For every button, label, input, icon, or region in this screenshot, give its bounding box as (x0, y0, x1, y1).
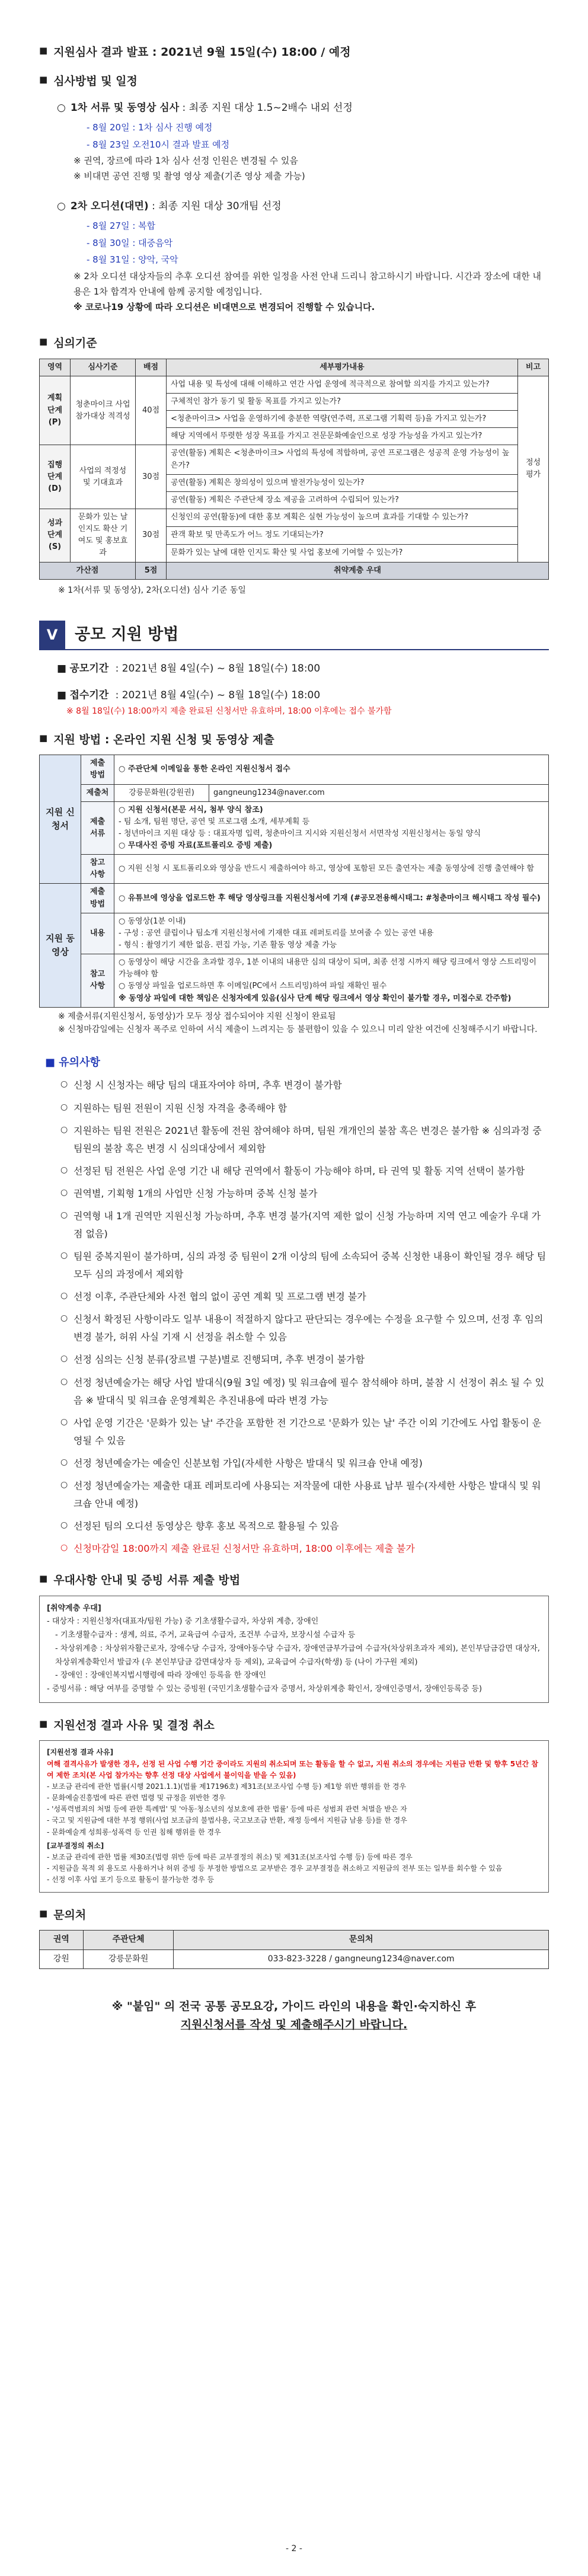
stage2-step: - 8월 31일 : 양악, 국악 (87, 254, 178, 266)
stage2-note: ※ 코로나19 상황에 따라 오디션은 비대면으로 변경되어 진행할 수 있습니다. (74, 302, 375, 313)
video-ref-item: ※ 동영상 파일에 대한 책임은 신청자에게 있음(심사 단계 해당 링크에서 영상 확인이 불가할 경우, 미접수로 간주함) (119, 993, 512, 1003)
table-row (40, 1949, 549, 1969)
criteria-area: 성과 단계 (S) (40, 509, 71, 562)
priority-box (39, 1596, 549, 1703)
square-bullet-icon: ■ (39, 1573, 48, 1584)
box-line: - 대상자 : 지원신청자(대표자/팀원 가능) 중 기초생활수급자, 차상위 계층, 장애인 (47, 1617, 319, 1626)
app-submit: ○ 주관단체 이메일을 통한 온라인 지원신청서 접수 (114, 755, 549, 784)
video-content-cell (114, 913, 549, 954)
criteria-area: 계획 단계 (P) (40, 376, 71, 445)
square-bullet-icon: ■ (39, 336, 48, 347)
table-row (40, 445, 549, 474)
row-label: 제출 방법 (81, 755, 114, 784)
box-line: - 보조금 관리에 관한 법률(시행 2021.1.1)(법률 제17196호) 제31조(보조사업 수행 등) 제1항 위반 행위를 한 경우 (47, 1782, 407, 1791)
box-line: - '성폭력범죄의 처벌 등에 관한 특례법' 및 '아동·청소년의 성보호에 관한 법률' 등에 따른 성범죄 관련 처벌을 받은 자 (47, 1805, 407, 1814)
receipt-email[interactable]: gangneung1234@naver.com (209, 784, 549, 801)
criteria-item: 구체적인 참가 동기 및 활동 목표를 가지고 있는가? (167, 394, 518, 411)
box-line: - 증빙서류 : 해당 여부를 증명할 수 있는 증빙원 (국민기초생활수급자 증명서, 차상위계층 확인서, 장애인증명서, 장애인등록증 등) (47, 1685, 482, 1694)
list-item: ○ 지원하는 팀원 전원이 지원 신청 자격을 충족해야 함 (60, 1100, 549, 1117)
priority-heading (39, 1572, 549, 1589)
stage1-heading: ○ 1차 서류 및 동영상 심사 : 최종 지원 대상 1.5~2배수 내외 선정 (57, 101, 353, 114)
list-item: ○ 권역별, 기획형 1개의 사업만 신청 가능하며 중복 신청 불가 (60, 1185, 549, 1203)
list-item: ○ 신청서 확정된 사항이라도 일부 내용이 적절하지 않다고 판단되는 경우에는 수정을 요구할 수 있으며, 선정 후 임의 변경 불가, 허위 사실 기재 시 선정을 취소할 수 있음 (60, 1311, 549, 1346)
table-header-row (40, 359, 549, 376)
square-bullet-icon: ■ (39, 732, 48, 743)
method-table (39, 755, 549, 1008)
stage2-step: - 8월 27일 : 복합 (87, 220, 156, 232)
box-line: - 문화예술계 성희롱·성폭력 등 인권 침해 행위를 한 경우 (47, 1827, 221, 1836)
row-label: 제출처 (81, 784, 114, 801)
table-row (40, 376, 549, 393)
box-line: - 장애인 : 장애인복지법시행령에 따라 장애인 등록을 한 장애인 (55, 1671, 267, 1680)
criteria-item: 관객 확보 및 만족도가 어느 정도 기대되는가? (167, 526, 518, 544)
box-line: - 지원금을 목적 외 용도로 사용하거나 허위 증빙 등 부정한 방법으로 교부받은 경우 교부결정을 취소하고 지원금의 전부 또는 일부를 회수할 수 있음 (47, 1864, 503, 1873)
section-number: V (39, 621, 65, 649)
box-title: [취약계층 우대] (47, 1603, 101, 1613)
box-line: - 문화예술진흥법에 따른 관련 법령 및 규정을 위반한 경우 (47, 1794, 226, 1802)
method-note: ※ 신청마감일에는 신청자 폭주로 인하여 서식 제출이 느려지는 등 불편함이 있을 수 있으니 미리 알찬 여건에 신청해주시기 바랍니다. (58, 1025, 538, 1035)
review-title: 심사방법 및 일정 (53, 75, 138, 88)
table-row (40, 801, 549, 855)
video-side-label: 지원 동영상 (40, 884, 81, 1007)
inquiry-region: 강원 (40, 1949, 84, 1969)
box-line: - 차상위계층 : 차상위자활근로자, 장애수당 수급자, 장애아동수당 수급자, 장애연금부가급여 수급자(차상위초과자 제외), 본인부담금감면 대상자, 차상위계층확인서 발급자 (우 본인부담금 감면대상자 등 제외), 교육급여 수급자(학생) 등 (나이 가구원 제외) (55, 1644, 540, 1667)
final-note (39, 1997, 549, 2034)
box-line: - 기초생활수급자 : 생계, 의료, 주거, 교육급여 수급자, 조건부 수급자, 보장시설 수급자 등 (55, 1631, 356, 1640)
criteria-item: <청춘마이크> 사업을 운영하기에 충분한 역량(연주력, 프로그램 기획력 등)을 가지고 있는가? (167, 411, 518, 428)
criteria-score: 30점 (136, 509, 167, 562)
square-bullet-icon: ■ (45, 1056, 56, 1069)
table-header-row (40, 1931, 549, 1950)
stage2-step: - 8월 30일 : 대중음악 (87, 237, 173, 248)
inquiry-contact[interactable]: 033-823-3228 / gangneung1234@naver.com (174, 1949, 549, 1969)
criteria-score: 40점 (136, 376, 167, 445)
caution-heading: ■ 유의사항 (45, 1056, 100, 1069)
period-line: ■ 공모기간 : 2021년 8월 4일(수) ~ 8월 18일(수) 18:00 (57, 663, 321, 675)
criteria-item: 공연(활동) 계획은 창의성이 있으며 발전가능성이 있는가? (167, 474, 518, 491)
criteria-item: 해당 지역에서 뚜렷한 성장 목표를 가지고 전문문화예술인으로 성장 가능성을 가지고 있는가? (167, 428, 518, 445)
list-item: ○ 선정 이후, 주관단체와 사전 협의 없이 공연 계획 및 프로그램 변경 불가 (60, 1288, 549, 1306)
final-note-line: 지원신청서를 작성 및 제출해주시기 바랍니다. (180, 2018, 408, 2031)
box-line: 여해 결격사유가 발생한 경우, 선정 된 사업 수행 기간 중이라도 지원의 취소되며 또는 활동을 할 수 없고, 지원 취소의 경우에는 지원금 반환 및 향후 5년간 참여 제한 조치(본 사업 참가자는 향후 선정 대상 사업에서 불이익을 받을 수 있음) (47, 1759, 539, 1779)
table-row (40, 784, 549, 801)
list-item: ○ 지원하는 팀원 전원은 2021년 활동에 전원 참여해야 하며, 팀원 개개인의 불참 혹은 변경은 불가함 ※ 심의과정 중 팀원의 불참 혹은 변경 시 심의대상에서 제외함 (60, 1122, 549, 1158)
bonus-score: 5점 (136, 562, 167, 579)
cancel-box (39, 1740, 549, 1892)
video-ref-cell (114, 954, 549, 1008)
square-bullet-icon: ■ (57, 689, 67, 701)
doc-item: - 팀 소개, 팀원 명단, 공연 및 프로그램 소개, 세부계획 등 (119, 817, 310, 826)
table-header: 배점 (136, 359, 167, 376)
list-item: ○ 권역형 내 1개 권역만 지원신청 가능하며, 추후 변경 불가(지역 제한 없이 신청 가능하며 지역 연고 예술가 우대 가점 없음) (60, 1207, 549, 1243)
method-heading (39, 731, 549, 749)
row-label: 제출 방법 (81, 884, 114, 913)
stage1-step: - 8월 20일 : 1차 심사 진행 예정 (87, 122, 213, 133)
announce-heading (39, 44, 549, 61)
video-submit: ○ 유튜브에 영상을 업로드한 후 해당 영상링크를 지원신청서에 기재 (#공모전용해시태그: #청춘마이크 해시태그 작성 필수) (114, 884, 549, 913)
priority-title: 우대사항 안내 및 증빙 서류 제출 방법 (53, 1574, 241, 1587)
video-ref-item: ○ 동영상이 해당 시간을 초과할 경우, 1분 이내의 내용만 심의 대상이 되며, 최종 선정 시까지 해당 링크에서 영상 스트리밍이 가능해야 함 (119, 958, 537, 979)
docs-cell (114, 801, 549, 855)
cancel-heading (39, 1717, 549, 1734)
review-heading (39, 73, 549, 90)
app-ref: ○ 지원 신청 시 포트폴리오와 영상을 반드시 제출하여야 하고, 영상에 포함된 모든 출연자는 제출 동영상에 진행 출연해야 함 (114, 855, 549, 884)
doc-item: ○ 무대사진 증빙 자료(포트폴리오 증빙 제출) (119, 841, 273, 851)
square-bullet-icon: ■ (39, 1907, 48, 1919)
criteria-note: 정성평가 (518, 376, 549, 562)
row-label: 제출 서류 (81, 801, 114, 855)
list-item: ○ 사업 운영 기간은 '문화가 있는 날' 주간을 포함한 전 기간으로 '문화가 있는 날' 주간 이외 기간에도 사업 활동이 운영될 수 있음 (60, 1414, 549, 1450)
criteria-table (39, 359, 549, 580)
inquiry-org: 강릉문화원 (83, 1949, 174, 1969)
receipt-note: ※ 8월 18일(수) 18:00까지 제출 완료된 신청서만 유효하며, 18:00 이후에는 접수 불가함 (66, 707, 392, 717)
method-notes (58, 1010, 549, 1037)
criteria-area: 집행 단계 (D) (40, 445, 71, 509)
table-row (40, 755, 549, 784)
box-title: [교부결정의 취소] (47, 1841, 104, 1850)
section-header (39, 621, 549, 650)
doc-item: - 청년마이크 지원 대상 등 : 대표자명 입력, 청춘마이크 지시와 지원신청서 서면작성 지원신청서는 동일 양식 (119, 829, 481, 838)
criteria-item: 공연(활동) 계획은 주관단체 장소 제공을 고려하여 수립되어 있는가? (167, 491, 518, 509)
box-title: [지원선정 결과 사유] (47, 1748, 114, 1757)
square-bullet-icon: ■ (39, 1718, 48, 1729)
list-item: ○ 선정된 팀 전원은 사업 운영 기간 내 해당 권역에서 활동이 가능해야 하며, 타 권역 및 활동 지역 선택이 불가함 (60, 1162, 549, 1180)
row-label: 참고 사항 (81, 954, 114, 1008)
criteria-item: 사업 내용 및 특성에 대해 이해하고 연간 사업 운영에 적극적으로 참여할 의지를 가지고 있는가? (167, 376, 518, 393)
table-row (40, 509, 549, 527)
square-bullet-icon: ■ (57, 663, 67, 675)
table-header: 영역 (40, 359, 71, 376)
doc-item: ○ 지원 신청서(본문 서식, 첨부 양식 참조) (119, 805, 263, 814)
table-header: 세부평가내용 (167, 359, 518, 376)
box-line: - 보조금 관리에 관한 법률 제30조(법령 위반 등에 따른 교부결정의 취소) 및 제31조(보조사업 수행 등) 등에 따른 경우 (47, 1853, 413, 1862)
row-label: 참고 사항 (81, 855, 114, 884)
list-item: ○ 선정 청년예술가는 해당 사업 발대식(9월 3일 예정) 및 워크숍에 필수 참석해야 하며, 불참 시 선정이 취소 될 수 있음 ※ 발대식 및 워크숍 운영계획은 추진내용에 따라 변경 가능 (60, 1374, 549, 1410)
criteria-item: 문화가 있는 날에 대한 인지도 확산 및 사업 홍보에 기여할 수 있는가? (167, 544, 518, 562)
inquiry-heading (39, 1907, 549, 1924)
criteria-item: 공연(활동) 계획은 <청춘마이크> 사업의 특성에 적합하며, 공연 프로그램은 성공적 운영 가능성이 높은가? (167, 445, 518, 474)
stage2-heading: ○ 2차 오디션(대면) : 최종 지원 대상 30개팀 선정 (57, 200, 282, 212)
box-line: - 선정 이후 사업 포기 등으로 활동이 불가능한 경우 등 (47, 1875, 215, 1884)
app-side-label: 지원 신청서 (40, 755, 81, 884)
bonus-label: 가산점 (40, 562, 136, 579)
stage1-note: ※ 권역, 장르에 따라 1차 심사 선정 인원은 변경될 수 있음 (74, 155, 298, 167)
row-label: 내용 (81, 913, 114, 954)
receipt-org: 강릉문화원(강원권) (114, 784, 209, 801)
final-note-line: ※ "붙임" 의 전국 공통 공모요강, 가이드 라인의 내용을 확인·숙지하신 후 (111, 2000, 477, 2014)
inquiry-title: 문의처 (53, 1908, 87, 1922)
criteria-standard: 문화가 있는 날 인지도 확산 기여도 및 홍보효과 (71, 509, 136, 562)
cancel-title: 지원선정 결과 사유 및 결정 취소 (53, 1718, 215, 1732)
table-row (40, 855, 549, 884)
list-item: ○ 팀원 중복지원이 불가하며, 심의 과정 중 팀원이 2개 이상의 팀에 소속되어 중복 신청한 내용이 확인될 경우 해당 팀 모두 심의 과정에서 제외함 (60, 1248, 549, 1283)
circle-bullet-icon: ○ (57, 200, 66, 212)
list-item: ○ 선정 심의는 신청 분류(장르별 구분)별로 진행되며, 추후 변경이 불가함 (60, 1351, 549, 1369)
box-line: - 국고 및 지원금에 대한 부정 행위(사업 보조금의 불법사용, 국고보조금 반환, 재정 등에서 지원금 남용 등)를 한 경우 (47, 1816, 407, 1825)
criteria-standard: 사업의 적정성 및 기대효과 (71, 445, 136, 509)
caution-list (60, 1076, 549, 1558)
square-bullet-icon: ■ (39, 74, 48, 85)
circle-bullet-icon: ○ (57, 101, 66, 114)
criteria-standard: 청춘마이크 사업 참가대상 적격성 (71, 376, 136, 445)
video-content-item: ○ 동영상(1분 이내) (119, 916, 186, 926)
method-title: 지원 방법 : 온라인 지원 신청 및 동영상 제출 (53, 733, 274, 746)
table-row (40, 913, 549, 954)
list-item: ○ 신청 시 신청자는 해당 팀의 대표자여야 하며, 추후 변경이 불가함 (60, 1076, 549, 1094)
method-note: ※ 제출서류(지원신청서, 동영상)가 모두 정상 접수되어야 지원 신청이 완료됨 (58, 1011, 336, 1021)
inquiry-table (39, 1930, 549, 1969)
table-header: 주관단체 (83, 1931, 174, 1950)
stage1-step: - 8월 23일 오전10시 결과 발표 예정 (87, 139, 230, 150)
video-content-item: - 형식 : 촬영기기 제한 없음. 편집 가능, 기존 활동 영상 제출 가능 (119, 941, 337, 950)
criteria-item: 신청인의 공연(활동)에 대한 홍보 계획은 실현 가능성이 높으며 효과를 기대할 수 있는가? (167, 509, 518, 527)
table-row (40, 954, 549, 1008)
list-item: ○ 신청마감일 18:00까지 제출 완료된 신청서만 유효하며, 18:00 이후에는 제출 불가 (60, 1540, 549, 1558)
table-header: 권역 (40, 1931, 84, 1950)
criteria-heading (39, 335, 549, 352)
criteria-score: 30점 (136, 445, 167, 509)
receipt-line: ■ 접수기간 : 2021년 8월 4일(수) ~ 8월 18일(수) 18:00 (57, 689, 321, 701)
criteria-footnote: ※ 1차(서류 및 동영상), 2차(오디션) 심사 기준 동일 (58, 585, 246, 595)
criteria-title: 심의기준 (53, 337, 97, 350)
video-ref-item: ○ 동영상 파일을 업로드하면 후 이메일(PC에서 스트리밍)하여 파일 재확인 필수 (119, 982, 387, 991)
page-number: - 2 - (286, 2544, 302, 2553)
bonus-desc: 취약계층 우대 (167, 562, 549, 579)
square-bullet-icon: ■ (39, 45, 48, 56)
list-item: ○ 선정 청년예술가는 예술인 신분보험 가입(자세한 사항은 발대식 및 워크숍 안내 예정) (60, 1455, 549, 1472)
table-row (40, 884, 549, 913)
stage2-note: ※ 2차 오디션 대상자들의 추후 오디션 참여를 위한 일정을 사전 안내 드리니 참고하시기 바랍니다. 시간과 장소에 대한 내용은 1차 합격자 안내에 함께 공지할 예정입니다. (74, 270, 541, 297)
table-header: 문의처 (174, 1931, 549, 1950)
stage1-note: ※ 비대면 공연 진행 및 촬영 영상 제출(기존 영상 제출 가능) (74, 171, 305, 182)
section-title: 공모 지원 방법 (75, 625, 179, 644)
video-content-item: - 구성 : 공연 클립이나 팀소개 지원신청서에 기재한 대표 레퍼토리를 보여줄 수 있는 공연 내용 (119, 928, 434, 938)
table-total-row (40, 562, 549, 579)
announce-title: 지원심사 결과 발표 : 2021년 9월 15일(수) 18:00 / 예정 (53, 46, 351, 59)
list-item: ○ 선정 청년예술가는 제출한 대표 레퍼토리에 사용되는 저작물에 대한 사용료 납부 필수(자세한 사항은 발대식 및 워크숍 안내 예정) (60, 1477, 549, 1513)
table-header: 심사기준 (71, 359, 136, 376)
table-header: 비고 (518, 359, 549, 376)
list-item: ○ 선정된 팀의 오디션 동영상은 향후 홍보 목적으로 활용될 수 있음 (60, 1517, 549, 1535)
